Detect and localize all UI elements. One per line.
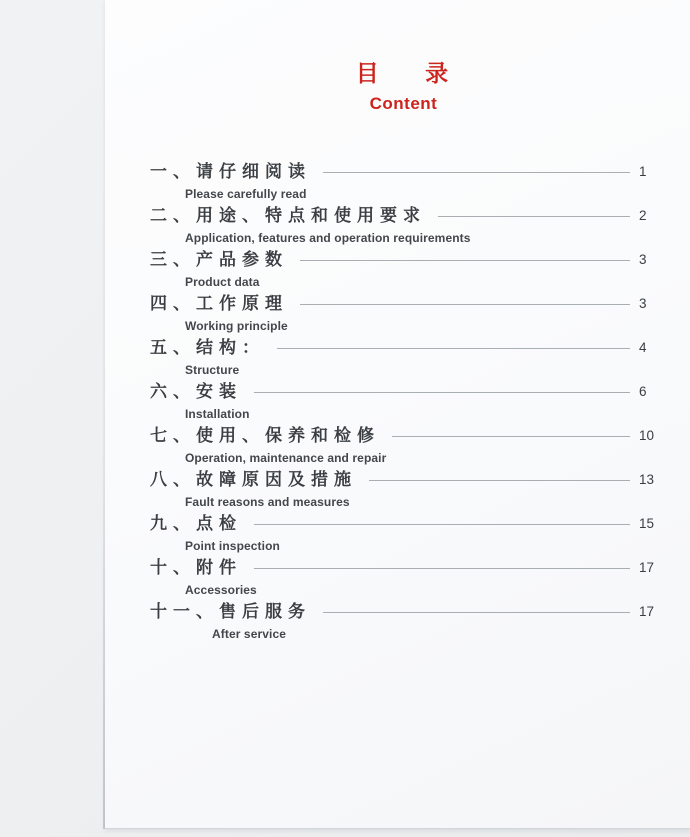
leader-line [277,348,630,349]
toc-entry-title-zh: 六、安装 [150,382,242,401]
toc-entry-title-zh: 一、请仔细阅读 [150,162,311,181]
toc-entry-heading-row [150,336,657,360]
toc-entry [150,160,657,202]
toc-entry-page-number: 2 [639,208,647,223]
toc-entry-title-en: Operation, maintenance and repair [185,451,387,465]
toc-entry-title-en: After service [212,627,287,641]
toc-entry [150,424,657,466]
toc-entry-page-number: 15 [639,516,655,531]
toc-entry-title-zh: 八、故障原因及措施 [150,470,357,489]
toc-entry-page-number: 10 [639,428,655,443]
toc-entry-heading-row [150,424,657,448]
toc-entry-heading-row [150,600,657,624]
leader-line [392,436,630,437]
toc-entry-title-en: Application, features and operation requirements [185,231,471,245]
toc-entry-page-number: 4 [639,340,647,355]
toc-entry [150,380,657,422]
toc-entry-title-zh: 三、产品参数 [150,250,288,269]
leader-line [323,612,630,613]
leader-line [300,260,630,261]
toc-list [150,160,657,642]
toc-entry-page-number: 17 [639,604,655,619]
toc-entry-heading-row [150,380,657,404]
toc-entry-heading-row [150,512,657,536]
page-title-zh: 目 录 [355,60,452,86]
toc-entry-page-number: 6 [639,384,647,399]
leader-line [300,304,630,305]
toc-entry-title-en: Point inspection [185,539,280,553]
toc-entry [150,336,657,378]
toc-entry [150,556,657,598]
toc-entry-title-en: Accessories [185,583,257,597]
toc-entry-heading-row [150,292,657,316]
toc-entry-title-en: Working principle [185,319,288,333]
toc-entry-page-number: 13 [639,472,655,487]
toc-entry-heading-row [150,160,657,184]
toc-entry [150,204,657,246]
page-title-en: Content [369,94,438,113]
toc-entry-title-zh: 十、附件 [150,558,242,577]
toc-entry-title-en: Please carefully read [185,187,307,201]
toc-entry-title-en: Installation [185,407,250,421]
toc-entry [150,248,657,290]
toc-entry [150,468,657,510]
toc-entry-title-zh: 九、点检 [150,514,242,533]
toc-entry-title-zh: 四、工作原理 [150,294,288,313]
toc-entry-title-en: Structure [185,363,240,377]
toc-entry-heading-row [150,556,657,580]
leader-line [323,172,630,173]
document-page [105,0,690,829]
toc-entry-title-zh: 二、用途、特点和使用要求 [150,206,426,225]
toc-entry-heading-row [150,248,657,272]
toc-entry-heading-row [150,468,657,492]
leader-line [254,568,630,569]
toc-entry-title-zh: 十一、售后服务 [150,602,311,621]
leader-line [438,216,630,217]
toc-entry [150,600,657,642]
toc-entry [150,512,657,554]
toc-entry-page-number: 17 [639,560,655,575]
toc-entry-title-en: Fault reasons and measures [185,495,350,509]
toc-entry-page-number: 3 [639,252,647,267]
toc-entry-heading-row [150,204,657,228]
leader-line [254,524,630,525]
toc-entry-page-number: 3 [639,296,647,311]
toc-entry-title-zh: 七、使用、保养和检修 [150,426,380,445]
toc-entry-page-number: 1 [639,164,647,179]
toc-entry-title-en: Product data [185,275,260,289]
toc-entry-title-zh: 五、结构： [150,338,265,357]
toc-entry [150,292,657,334]
leader-line [369,480,630,481]
leader-line [254,392,630,393]
